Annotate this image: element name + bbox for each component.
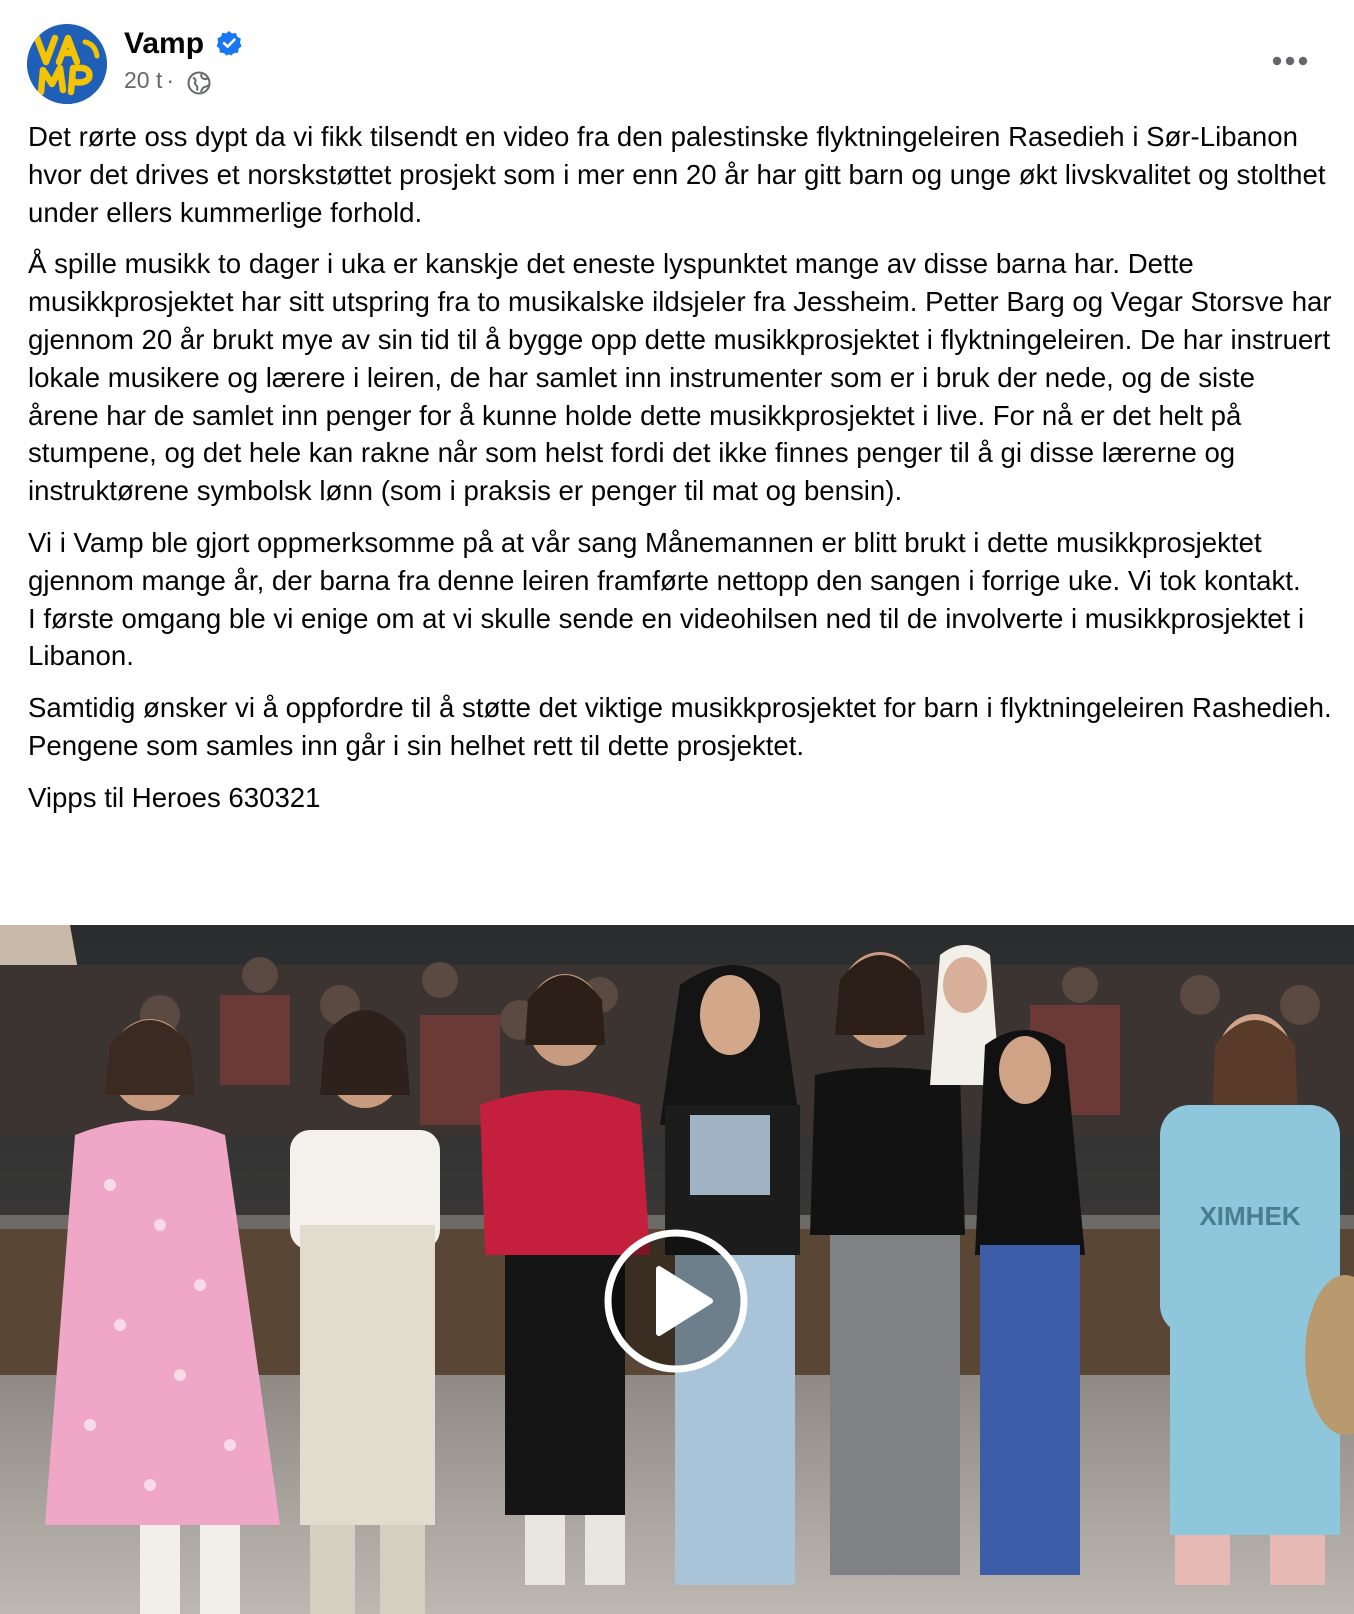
post-paragraph: Å spille musikk to dager i uka er kanskje det eneste lyspunktet mange av disse barna har. Dette musikkprosjektet har sitt utspring fra to musikalske ildsjeler fra Jessheim. Petter Barg og Vegar Storsve har gjennom 20 år brukt mye av sin tid til å bygge opp dette musikkprosjektet i flyktningeleiren. De har instruert lokale musikere og lærere i leiren, de har samlet inn instrumenter som er i bruk der nede, og de siste årene har de samlet inn penger for å kunne holde dette musikkprosjektet i live. For nå er det helt på stumpene, og det hele kan rakne når som helst fordi det ikke finnes penger til å gi disse lærerne og instruktørene symbolsk lønn (som i praksis er penger til mat og bensin).	[28, 248, 1332, 507]
post-paragraph: Vipps til Heroes 630321	[28, 781, 321, 813]
post-text	[28, 118, 1333, 831]
post-paragraph: Vi i Vamp ble gjort oppmerksomme på at vår sang Månemannen er blitt brukt i dette musikkprosjektet gjennom mange år, der barna fra denne leiren framførte nettopp den sangen i forrige uke. Vi tok kontakt. I første omgang ble vi enige om at vi skulle sende en videohilsen ned til de involverte i musikkprosjektet i Libanon.	[28, 526, 1305, 672]
video-player[interactable]	[0, 925, 1354, 1614]
author-name[interactable]: Vamp	[124, 27, 205, 60]
vamp-logo-icon	[27, 24, 107, 104]
post-meta	[124, 66, 178, 94]
post-paragraph: Samtidig ønsker vi å oppfordre til å støtte det viktige musikkprosjektet for barn i flyktningeleiren Rashedieh. Pengene som samles inn går i sin helhet rett til dette prosjektet.	[28, 692, 1332, 761]
shirt-text: XIMHEK	[1199, 1201, 1301, 1231]
child-figure	[975, 1030, 1085, 1575]
post-header	[0, 0, 1354, 110]
post-timestamp[interactable]: 20 t	[124, 67, 163, 93]
globe-icon[interactable]	[187, 71, 211, 95]
play-icon[interactable]	[604, 1229, 748, 1373]
avatar[interactable]	[27, 24, 107, 104]
more-options-icon[interactable]	[1268, 46, 1312, 76]
verified-badge-icon	[216, 30, 242, 56]
meta-separator: ·	[166, 67, 175, 93]
post-paragraph: Det rørte oss dypt da vi fikk tilsendt en video fra den palestinske flyktningeleiren Rasedieh i Sør-Libanon hvor det drives et norskstøttet prosjekt som i mer enn 20 år har gitt barn og unge økt livskvalitet og stolthet under ellers kummerlige forhold.	[28, 121, 1326, 228]
